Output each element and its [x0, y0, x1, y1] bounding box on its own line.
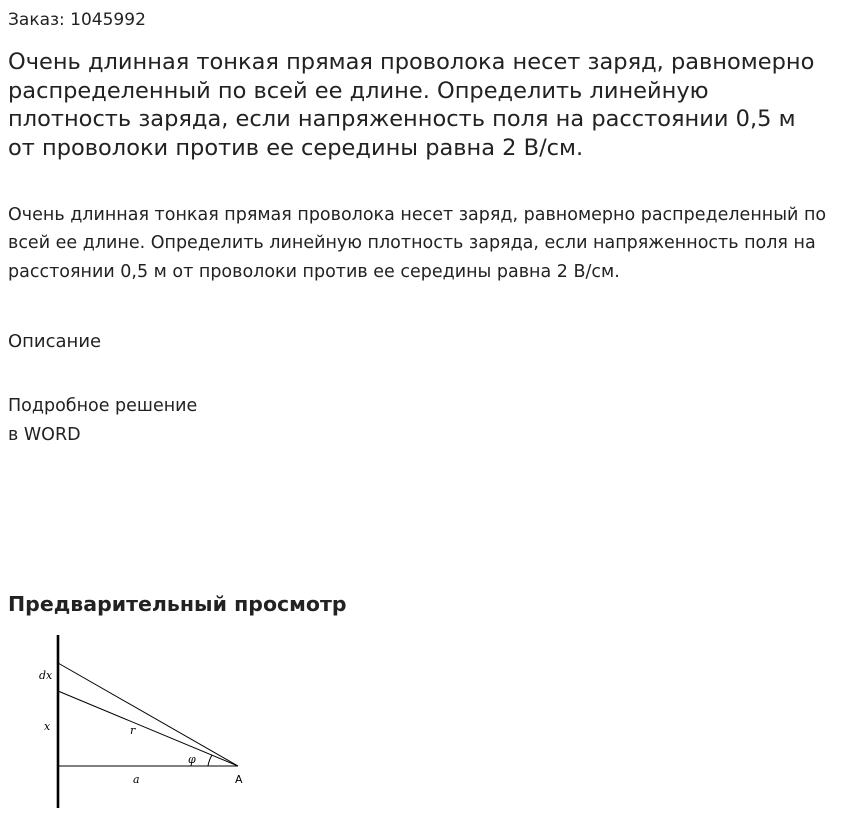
angle-arc: [208, 755, 212, 766]
label-point-a: A: [235, 773, 243, 786]
preview-heading: Предварительный просмотр: [8, 592, 347, 616]
label-x: x: [44, 720, 51, 733]
description-value: [8, 392, 197, 449]
description-line: Подробное решение: [8, 396, 198, 416]
page-title: Очень длинная тонкая прямая проволока несет заряд, равномерно распределенный по всей ее длине. Определить линейную плотность заряда, если напряженность поля на расстоянии 0,5 м от проволоки против ее середины равна 2 В/см.: [8, 49, 815, 161]
label-r: r: [130, 724, 136, 737]
wire-field-diagram: [36, 632, 261, 810]
label-phi: φ: [188, 753, 196, 766]
label-dx: dx: [39, 669, 53, 682]
problem-text: Очень длинная тонкая прямая проволока несет заряд, равномерно распределенный по всей ее длине. Определить линейную плотность заряда, если напряженность поля на расстоянии 0,5 м от проволоки против ее середины равна 2 В/см.: [8, 205, 827, 282]
ray-upper: [58, 663, 238, 766]
description-label: Описание: [8, 331, 102, 352]
preview-image: [36, 632, 261, 810]
ray-r: [58, 691, 238, 766]
label-a: a: [133, 773, 140, 786]
order-number: Заказ: 1045992: [8, 10, 146, 30]
description-line: в WORD: [8, 424, 81, 445]
